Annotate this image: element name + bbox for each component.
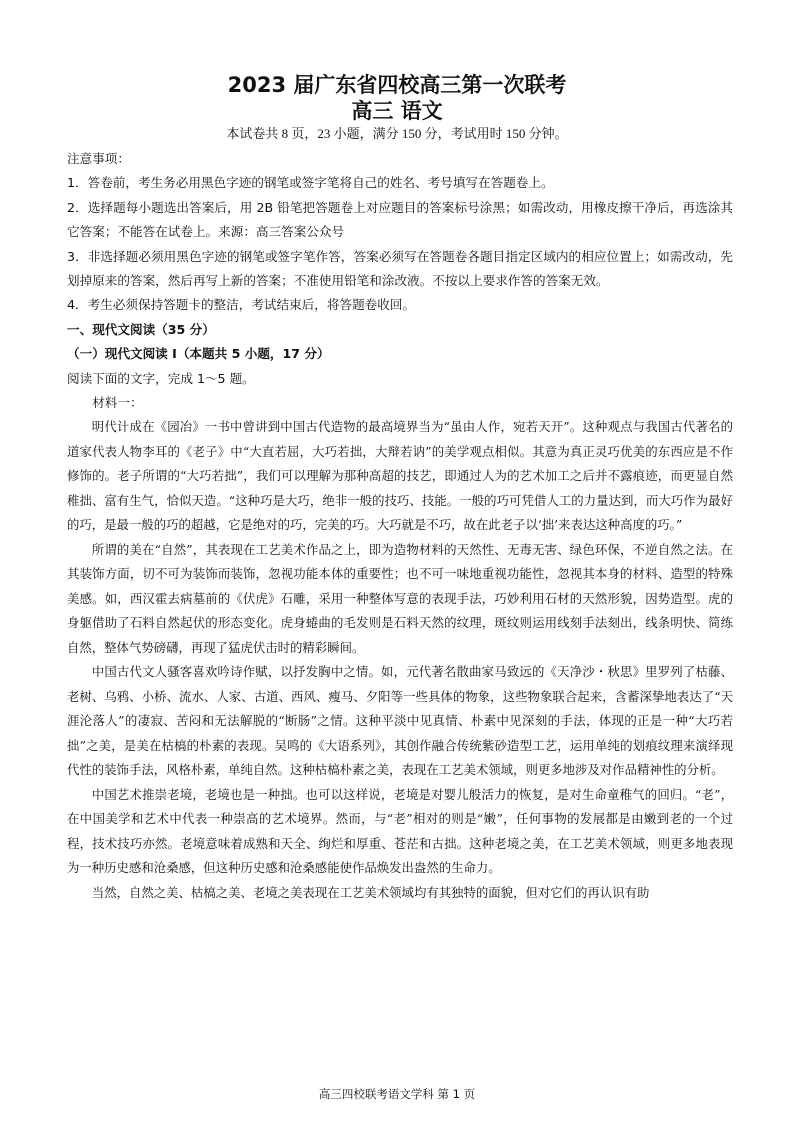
section-subheading: （一）现代文阅读 I（本题共 5 小题，17 分） — [67, 346, 330, 362]
passage-paragraph: 当然，自然之美、枯槁之美、老境之美表现在工艺美术领域均有其独特的面貌，但对它们的再认识有助 — [91, 884, 650, 900]
passage-paragraph: 所谓的美在“自然”，其表现在工艺美术作品之上，即为造物材料的天然性、无毒无害、绿色环保，不逆自然之法。在其装饰方面，切不可为装饰而装饰，忽视功能本体的重要性；也不可一味地重视功能性，忽视其本身的材料、造型的特殊美感。如，西汉霍去病墓前的《伏虎》石雕，采用一种整体写意的表现手法，巧妙利用石材的天然形貌，因势造型。虎的身躯借助了石料自然起伏的形态变化。虎身蜷曲的毛发则是石料天然的纹理，斑纹则运用线刻手法刻出，线条明快、简练自然，整体气势磅礴，再现了猛虎伏击时的精彩瞬间。 — [67, 541, 733, 655]
exam-subtitle: 高三 语文 — [351, 99, 443, 123]
notice-heading: 注意事项： — [67, 151, 130, 166]
passage-paragraph: 明代计成在《园冶》一书中曾讲到中国古代造物的最高境界当为“虽由人作，宛若天开”。这种观点与我国古代著名的道家代表人物李耳的《老子》中“大直若屈，大巧若拙，大辩若讷”的美学观点相似。其意为真正灵巧优美的东西应是不作修饰的。老子所谓的“大巧若拙”，我们可以理解为那种高超的技艺，即通过人为的艺术加工之后并不露痕迹，而更显自然稚拙、富有生气，恰似天造。“这种巧是大巧，绝非一般的技巧、技能。一般的巧可凭借人工的力量达到，而大巧作为最好的巧，是最一般的巧的超越，它是绝对的巧，完美的巧。大巧就是不巧，故在此老子以‘拙’来表达这种高度的巧。” — [67, 419, 733, 533]
notice-item-3: 3．非选择题必须用黑色字迹的钢笔或签字笔作答，答案必须写在答题卷各题目指定区域内的相应位置上；如需改动，先划掉原来的答案，然后再写上新的答案；不准使用铅笔和涂改液。不按以上要求作答的答案无效。 — [67, 248, 733, 289]
passage-paragraph: 中国艺术推崇老境，老境也是一种拙。也可以这样说，老境是对婴儿般活力的恢复，是对生命童稚气的回归。“老”，在中国美学和艺术中代表一种崇高的艺术境界。然而，与“老”相对的则是“嫩”，任何事物的发展都是由嫩到老的一个过程，技术技巧亦然。老境意味着成熟和天全、绚烂和厚重、苍茫和古拙。这种老境之美，在工艺美术领域，则更多地表现为一种历史感和沧桑感，但这种历史感和沧桑感能使作品焕发出盎然的生命力。 — [67, 786, 733, 876]
notice-item-4: 4．考生必须保持答题卡的整洁，考试结束后，将答题卷收回。 — [67, 297, 416, 313]
notice-item-1: 1．答卷前，考生务必用黑色字迹的钢笔或签字笔将自己的姓名、考号填写在答题卷上。 — [67, 175, 554, 191]
material-label: 材料一： — [92, 395, 143, 411]
page-footer: 高三四校联考语文学科 第 1 页 — [318, 1087, 476, 1101]
exam-intro: 本试卷共 8 页，23 小题，满分 150 分，考试用时 150 分钟。 — [226, 126, 568, 141]
section-heading: 一、现代文阅读（35 分） — [67, 321, 215, 337]
exam-title: 2023 届广东省四校高三第一次联考 — [227, 73, 567, 97]
reading-instruction: 阅读下面的文字，完成 1～5 题。 — [67, 370, 255, 386]
passage-paragraph: 中国古代文人骚客喜欢吟诗作赋，以抒发胸中之情。如，元代著名散曲家马致远的《天净沙・秋思》里罗列了枯藤、老树、乌鸦、小桥、流水、人家、古道、西风、瘦马、夕阳等一些具体的物象，这些物象联合起来，含蓄深挚地表达了“天涯沦落人”的凄寂、苦闷和无法解脱的“断肠”之情。这种平淡中见真情、朴素中见深刻的手法，体现的正是一种“大巧若拙”之美，是美在枯槁的朴素的表现。吴鸣的《大语系列》，其创作融合传统紫砂造型工艺，运用单纯的划痕纹理来演绎现代性的装饰手法，风格朴素，单纯自然。这种枯槁朴素之美，表现在工艺美术领域，则更多地涉及对作品精神性的分析。 — [67, 664, 733, 778]
notice-item-2: 2．选择题每小题选出答案后，用 2B 铅笔把答题卷上对应题目的答案标号涂黑；如需改动，用橡皮擦干净后，再选涂其它答案；不能答在试卷上。来源：高三答案公众号 — [67, 199, 733, 240]
exam-body — [67, 147, 733, 905]
